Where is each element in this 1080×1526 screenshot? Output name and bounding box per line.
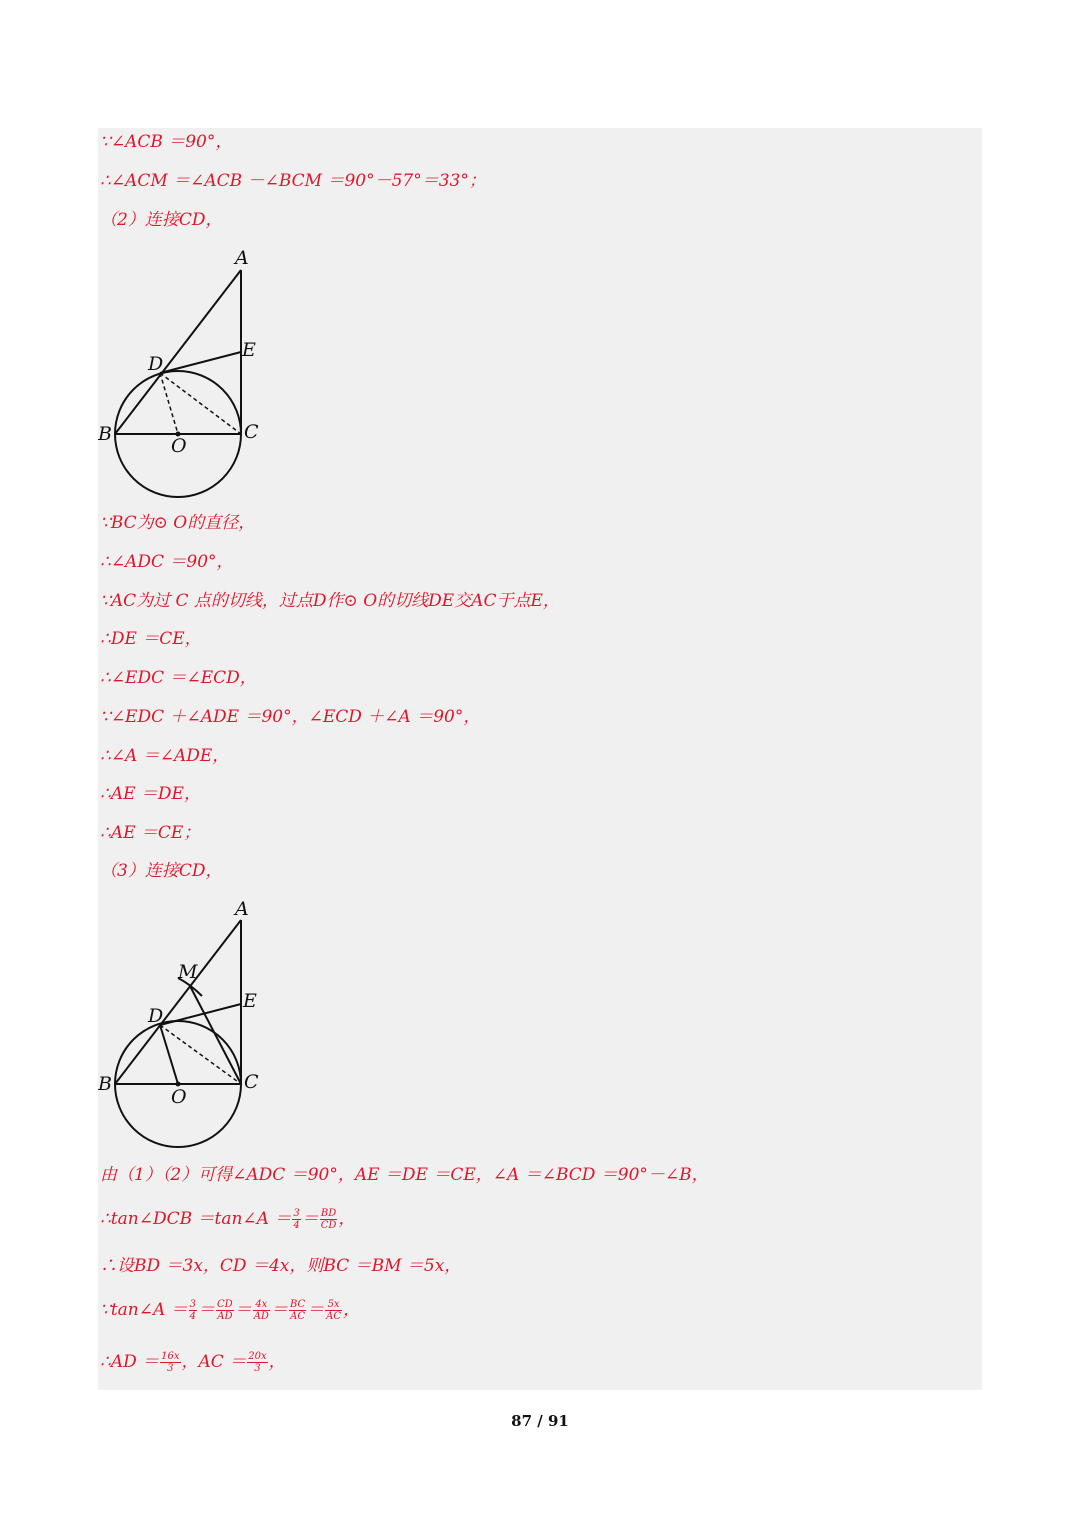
- fraction: [292, 1208, 300, 1231]
- label-c: C: [244, 1071, 259, 1093]
- fraction: [216, 1299, 234, 1322]
- solution-line: ∴∠ACM ＝∠ACB －∠BCM ＝90°－57°＝33°；: [100, 171, 486, 191]
- numerator: 16x: [161, 1351, 180, 1362]
- solution-line: ∴∠ADC ＝90°，: [100, 552, 234, 572]
- denominator: 4: [189, 1311, 197, 1322]
- geometry-figure-2: [98, 898, 278, 1153]
- solution-line: ∵∠EDC ＋∠ADE ＝90°，∠ECD ＋∠A ＝90°，: [100, 707, 481, 727]
- line-ab: [115, 920, 241, 1084]
- segment-mc: [190, 986, 241, 1084]
- solution-panel: [98, 128, 982, 1390]
- denominator: 4: [293, 1220, 300, 1231]
- solution-line: ∴DE ＝CE，: [100, 629, 202, 649]
- solution-line: ∵BC为⊙ O的直径，: [100, 513, 256, 533]
- fraction: [253, 1299, 270, 1322]
- numerator: CD: [217, 1299, 233, 1310]
- solution-line: （2）连接CD，: [100, 210, 223, 230]
- denominator: AC: [326, 1311, 342, 1322]
- fraction: [325, 1299, 342, 1322]
- label-a: A: [235, 898, 249, 920]
- text-run: ∴AD ＝: [100, 1352, 160, 1372]
- page-number: 87 / 91: [511, 1412, 569, 1430]
- text-run: ∴tan∠DCB ＝tan∠A ＝: [100, 1209, 292, 1229]
- segment-dc-dashed: [160, 373, 241, 434]
- text-run: ＝: [198, 1300, 216, 1320]
- solution-line: （3）连接CD，: [100, 861, 223, 881]
- solution-line: ∴∠A ＝∠ADE，: [100, 746, 230, 766]
- numerator: BC: [289, 1299, 306, 1310]
- text-run: ，AC ＝: [181, 1352, 247, 1372]
- label-o: O: [171, 435, 187, 457]
- numerator: 20x: [248, 1351, 267, 1362]
- fraction: [189, 1299, 197, 1322]
- text-run: ，: [268, 1352, 286, 1372]
- text-run: ＝: [301, 1209, 319, 1229]
- denominator: 3: [254, 1363, 261, 1374]
- label-m: M: [178, 961, 198, 983]
- label-d: D: [148, 1005, 164, 1027]
- denominator: AD: [217, 1311, 233, 1322]
- text-run: ＝: [270, 1300, 288, 1320]
- solution-line-tan-dcb: [100, 1205, 355, 1233]
- fraction: [320, 1208, 338, 1231]
- numerator: 4x: [253, 1299, 270, 1311]
- solution-line: 由（1）（2）可得∠ADC ＝90°，AE ＝DE ＝CE，∠A ＝∠BCD ＝90°－∠B，: [100, 1165, 709, 1185]
- solution-line: ∵AC为过 C 点的切线，过点D作⊙ O的切线DE交AC于点E，: [100, 591, 560, 611]
- segment-do: [160, 1025, 178, 1084]
- numerator: BD: [320, 1208, 337, 1219]
- fraction: [247, 1351, 267, 1374]
- label-o: O: [171, 1086, 187, 1108]
- label-b: B: [98, 1073, 112, 1095]
- denominator: AD: [253, 1311, 269, 1322]
- text-run: ，: [343, 1300, 361, 1320]
- label-e: E: [242, 339, 256, 361]
- numerator: 3: [293, 1208, 300, 1219]
- text-run: ＝: [307, 1300, 325, 1320]
- line-ab: [115, 270, 241, 434]
- solution-line: ∴AE ＝CE；: [100, 823, 201, 843]
- solution-line-tan-a: [100, 1296, 360, 1324]
- solution-line: ∴∠EDC ＝∠ECD，: [100, 668, 257, 688]
- label-e: E: [243, 990, 257, 1012]
- solution-line: ∴AE ＝DE，: [100, 784, 201, 804]
- fraction: [289, 1299, 306, 1322]
- denominator: CD: [320, 1220, 337, 1231]
- tangent-de: [160, 352, 241, 373]
- segment-do-dashed: [160, 373, 178, 434]
- label-d: D: [148, 353, 164, 375]
- solution-line: ∵∠ACB ＝90°，: [100, 132, 233, 152]
- denominator: 3: [167, 1363, 174, 1374]
- numerator: 5x: [325, 1299, 342, 1311]
- text-run: ，: [338, 1209, 356, 1229]
- geometry-figure-1: [98, 246, 278, 506]
- solution-line: ∴设BD ＝3x，CD ＝4x，则BC ＝BM ＝5x，: [100, 1256, 462, 1276]
- label-b: B: [98, 423, 112, 445]
- text-run: ＝: [234, 1300, 252, 1320]
- fraction: [160, 1351, 180, 1374]
- denominator: AC: [290, 1311, 305, 1322]
- numerator: 3: [189, 1299, 197, 1310]
- segment-dc-dashed: [160, 1025, 241, 1084]
- label-a: A: [235, 247, 249, 269]
- text-run: ∵tan∠A ＝: [100, 1300, 188, 1320]
- solution-line-ad-ac: [100, 1348, 286, 1376]
- label-c: C: [244, 421, 259, 443]
